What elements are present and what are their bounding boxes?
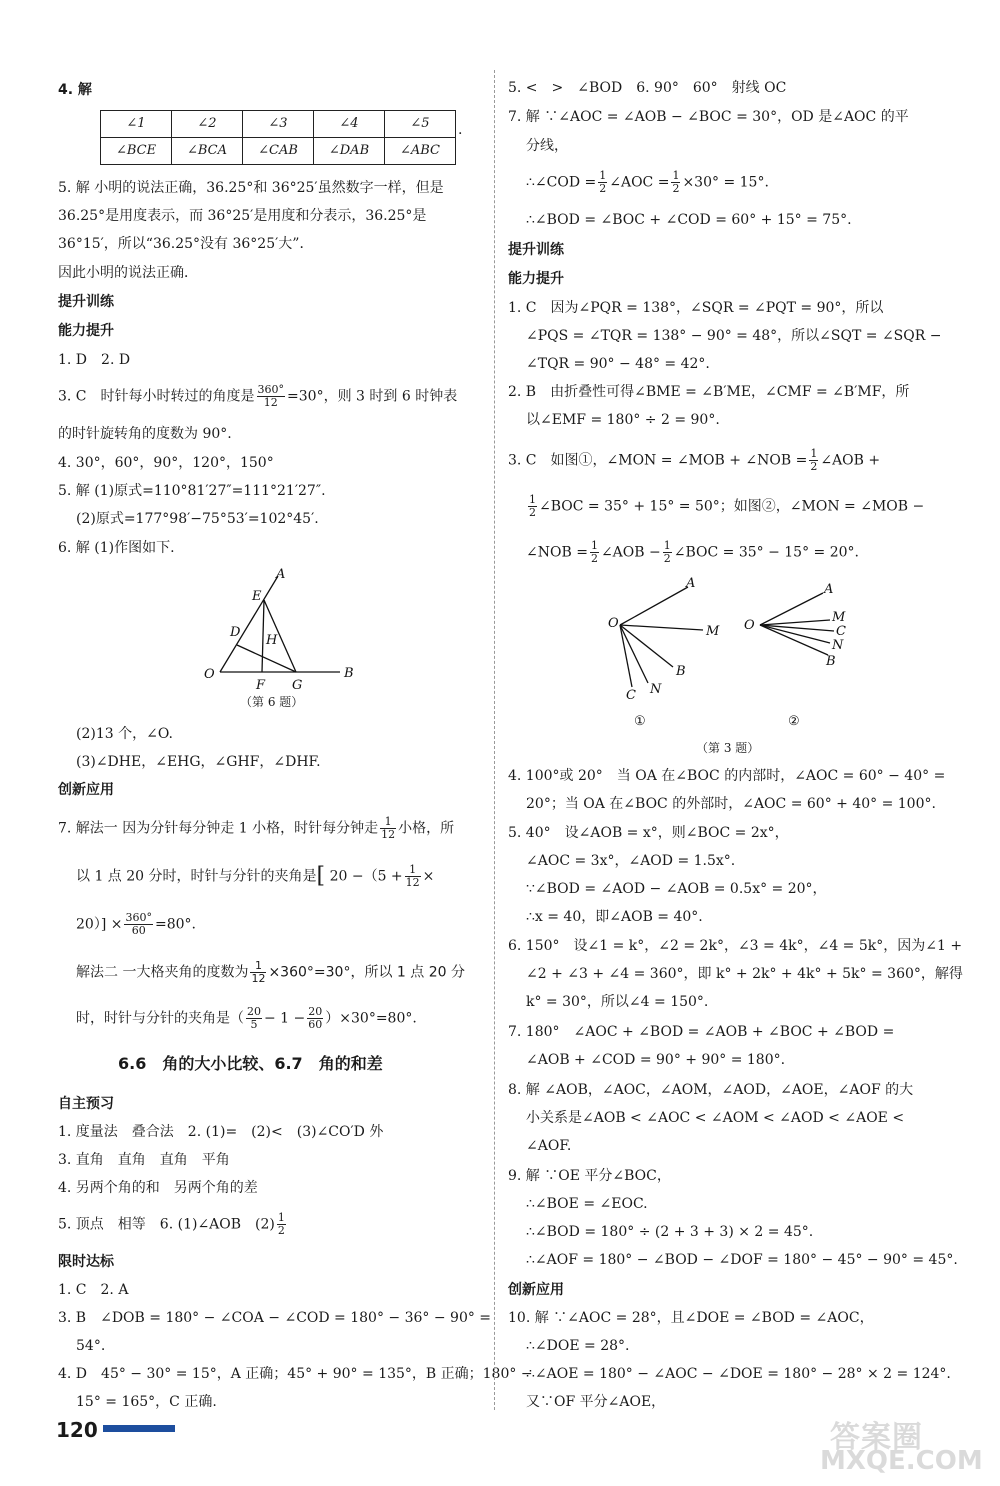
- answer-line: (3)∠DHE，∠EHG，∠GHF，∠DHF.: [76, 754, 321, 770]
- denominator: 2: [663, 552, 671, 565]
- figure-caption: （第 3 题）: [696, 741, 760, 755]
- watermark-logo: 答案圈: [830, 1420, 923, 1455]
- q5-line: 5. 解 小明的说法正确，36.25°和 36°25′虽然数字一样，但是: [58, 180, 444, 196]
- table-cell: ∠3: [243, 111, 314, 138]
- text: 7. 解法一 因为分针每分钟走 1 小格，时针每分钟走: [58, 820, 379, 837]
- numerator: 1: [663, 539, 671, 552]
- text: 解法二 一大格夹角的度数为: [76, 964, 249, 981]
- answer-line: 5. 解 (1)原式=110°81′27″=111°21′27″.: [58, 483, 326, 499]
- answer-line: ∴∠BOE = ∠EOC.: [526, 1196, 648, 1212]
- answer-line: [508, 448, 880, 473]
- denominator: 12: [405, 876, 420, 889]
- fraction: [250, 960, 266, 985]
- point-label: A: [276, 567, 286, 582]
- denominator: 2: [529, 506, 536, 519]
- text: =80°.: [154, 916, 196, 933]
- denominator: 2: [277, 1224, 285, 1237]
- answer-line: ∴x = 40，即∠AOB = 40°.: [526, 909, 703, 925]
- fraction: [124, 912, 153, 937]
- text: ×30° = 15°.: [682, 174, 769, 191]
- fraction: [257, 384, 286, 409]
- answer-line: 15° = 165°，C 正确.: [76, 1394, 217, 1410]
- answer-line: 54°.: [76, 1338, 106, 1354]
- text: ∠AOB +: [820, 452, 881, 469]
- answer-line: [58, 912, 196, 937]
- answer-line: ∴∠AOF = 180° − ∠BOD − ∠DOF = 180° − 45° − 90° = 45°.: [526, 1252, 958, 1268]
- answer-line: (2)13 个，∠O.: [76, 726, 173, 742]
- table-cell: ∠BCA: [172, 138, 243, 165]
- text: ∠AOC =: [609, 174, 670, 191]
- fraction: [246, 1006, 262, 1031]
- point-label: H: [266, 633, 278, 648]
- point-label: O: [744, 618, 755, 633]
- point-label: O: [204, 667, 215, 682]
- denominator: 12: [263, 396, 278, 409]
- answer-line: ∠AOF.: [526, 1138, 572, 1154]
- fraction: [598, 170, 607, 195]
- denominator: 2: [599, 182, 607, 195]
- q5-line: 36°15′，所以“36.25°没有 36°25′大”．: [58, 236, 314, 252]
- table-cell: ∠ABC: [385, 138, 456, 165]
- text: ×: [422, 868, 435, 885]
- point-label: B: [826, 654, 836, 669]
- answer-line: 6. 解 (1)作图如下.: [58, 540, 175, 556]
- text: ∠NOB =: [526, 544, 588, 561]
- text: 3. C 时针每小时转过的角度是: [58, 388, 255, 405]
- answer-line: ∴∠AOE = 180° − ∠AOC − ∠DOE = 180° − 28° × 2 = 124°.: [526, 1366, 951, 1382]
- heading-chuangxin: 创新应用: [508, 1282, 564, 1298]
- numerator: 20: [247, 1005, 261, 1018]
- page-number-bar: [103, 1425, 175, 1432]
- watermark-url: MXQE.COM: [820, 1446, 983, 1476]
- answer-line: ∠AOC = 3x°，∠AOD = 1.5x°.: [526, 853, 736, 869]
- fraction: [528, 494, 537, 519]
- fraction: [809, 448, 818, 473]
- text: 5. 顶点 相等 6. (1)∠AOB (2): [58, 1216, 275, 1233]
- point-label: B: [676, 664, 686, 679]
- fraction: [307, 1006, 323, 1031]
- answer-line: 分线，: [526, 138, 568, 154]
- page-number: 120: [56, 1418, 98, 1442]
- heading-chuangxin: 创新应用: [58, 782, 114, 798]
- answer-line: 3. B ∠DOB = 180° − ∠COA − ∠COD = 180° − 36° − 90° =: [58, 1310, 492, 1326]
- fraction: [277, 1212, 286, 1237]
- answer-line: [58, 960, 465, 985]
- numerator: 1: [810, 447, 818, 460]
- heading-zizhu: 自主预习: [58, 1096, 114, 1112]
- heading-tisheng: 提升训练: [508, 242, 564, 258]
- table-cell: ∠5: [385, 111, 456, 138]
- answer-line: ∠TQR = 90° − 48° = 42°.: [526, 356, 710, 372]
- answer-line: 小关系是∠AOB < ∠AOC < ∠AOM < ∠AOD < ∠AOE <: [526, 1110, 905, 1126]
- point-label: O: [608, 616, 619, 631]
- answer-line: 1. D 2. D: [58, 352, 131, 368]
- numerator: 1: [599, 169, 607, 182]
- bracket: [: [316, 863, 326, 889]
- answer-line: ∴∠BOD = 180° ÷ (2 + 3 + 3) × 2 = 45°.: [526, 1224, 814, 1240]
- answer-line: 的时针旋转角的度数为 90°.: [58, 426, 232, 442]
- answer-line: 2. B 由折叠性可得∠BME = ∠B′ME，∠CMF = ∠B′MF，所: [508, 384, 910, 400]
- answer-line: 5. 40° 设∠AOB = x°，则∠BOC = 2x°，: [508, 825, 789, 841]
- denominator: 12: [251, 972, 266, 985]
- answer-line: ∠PQS = ∠TQR = 138° − 90° = 48°，所以∠SQT = ∠SQR −: [526, 328, 942, 344]
- q4-label: 4. 解: [58, 82, 92, 98]
- table-cell: ∠4: [314, 111, 385, 138]
- angle-table: [100, 110, 456, 165]
- answer-line: [58, 1212, 288, 1237]
- answer-line: ∠AOB + ∠COD = 90° + 90° = 180°.: [526, 1052, 786, 1068]
- figure-3-diagram-2: [744, 582, 846, 729]
- fraction: [405, 864, 421, 889]
- answer-line: 以∠EMF = 180° ÷ 2 = 90°.: [526, 412, 720, 428]
- q5-line: 36.25°是用度表示，而 36°25′是用度和分表示，36.25°是: [58, 208, 427, 224]
- point-label: M: [832, 610, 846, 625]
- text: ∠BOC = 35° + 15° = 50°；如图②，∠MON = ∠MOB −: [539, 498, 925, 515]
- denominator: 60: [131, 924, 146, 937]
- point-label: C: [626, 688, 636, 703]
- text: ∴∠COD =: [526, 174, 597, 191]
- heading-tisheng: 提升训练: [58, 294, 114, 310]
- point-label: A: [824, 582, 834, 597]
- answer-line: (2)原式=177°98′−75°53′=102°45′.: [76, 511, 319, 527]
- fraction: [380, 816, 396, 841]
- answer-line: 8. 解 ∠AOB，∠AOC，∠AOM，∠AOD，∠AOE，∠AOF 的大: [508, 1082, 914, 1098]
- text: ×360°=30°，所以 1 点 20 分: [268, 964, 465, 981]
- answer-line: 9. 解 ∵OE 平分∠BOC，: [508, 1168, 671, 1184]
- answer-line: ∴∠DOE = 28°.: [526, 1338, 630, 1354]
- table-cell: ∠2: [172, 111, 243, 138]
- text: =30°，则 3 时到 6 时钟表: [287, 388, 458, 405]
- answer-line: 又∵OF 平分∠AOE，: [526, 1394, 666, 1410]
- table-cell: ∠BCE: [101, 138, 172, 165]
- angle-table-wrap: [100, 110, 456, 165]
- text: 时，时针与分针的夹角是（: [76, 1010, 244, 1027]
- text: 20 −（5 +: [329, 868, 403, 885]
- table-cell: ∠1: [101, 111, 172, 138]
- table-cell: ∠CAB: [243, 138, 314, 165]
- denominator: 5: [250, 1018, 258, 1031]
- text: − 1 −: [264, 1010, 306, 1027]
- answer-line: 6. 150° 设∠1 = k°，∠2 = 2k°，∠3 = 4k°，∠4 = 5k°，因为∠1 +: [508, 938, 963, 954]
- answer-line: 1. 度量法 叠合法 2. (1)= (2)< (3)∠CO′D 外: [58, 1124, 384, 1140]
- denominator: 2: [672, 182, 680, 195]
- fraction: [590, 540, 599, 565]
- numerator: 1: [405, 864, 421, 877]
- answer-line: 3. 直角 直角 直角 平角: [58, 1152, 230, 1168]
- figure-6: [198, 564, 358, 694]
- point-label: F: [256, 678, 266, 693]
- table-tail: .: [458, 122, 463, 138]
- text: ）×30°=80°.: [325, 1010, 417, 1027]
- point-label: D: [230, 625, 241, 640]
- denominator: 2: [590, 552, 598, 565]
- answer-line: 4. 30°，60°，90°，120°，150°: [58, 455, 274, 471]
- denominator: 60: [308, 1018, 323, 1031]
- point-label: E: [252, 589, 262, 604]
- point-label: G: [292, 678, 303, 693]
- text: 小格，所: [398, 820, 455, 837]
- section-title: 6.6 角的大小比较、6.7 角的和差: [118, 1054, 383, 1073]
- answer-line: ∠2 + ∠3 + ∠4 = 360°，即 k° + 2k° + 4k° + 5k° = 360°，解得: [526, 966, 963, 982]
- q5-line: 因此小明的说法正确．: [58, 265, 198, 281]
- answer-line: 4. D 45° − 30° = 15°，A 正确；45° + 90° = 135°，B 正确；180° −: [58, 1366, 533, 1382]
- answer-line: 4. 另两个角的和 另两个角的差: [58, 1180, 258, 1196]
- answer-line: [508, 494, 924, 519]
- text: 20）] ×: [76, 916, 123, 933]
- fraction: [671, 170, 680, 195]
- answer-line: ∴∠BOD = ∠BOC + ∠COD = 60° + 15° = 75°.: [526, 212, 852, 228]
- answer-line: 7. 解 ∵∠AOC = ∠AOB − ∠BOC = 30°，OD 是∠AOC 的平: [508, 109, 909, 125]
- answer-line: 10. 解 ∵∠AOC = 28°，且∠DOE = ∠BOD = ∠AOC，: [508, 1310, 874, 1326]
- answer-line: ∵∠BOD = ∠AOD − ∠AOB = 0.5x° = 20°，: [526, 881, 827, 897]
- numerator: 1: [590, 539, 598, 552]
- answer-line: [508, 170, 769, 195]
- answer-line: k° = 30°，所以∠4 = 150°.: [526, 994, 709, 1010]
- point-label: C: [836, 624, 846, 639]
- heading-xianshi: 限时达标: [58, 1254, 114, 1270]
- figure-3: [598, 575, 858, 740]
- fraction: [663, 540, 672, 565]
- answer-line: 20°；当 OA 在∠BOC 的外部时，∠AOC = 60° + 40° = 100°.: [526, 796, 936, 812]
- heading-nengli: 能力提升: [58, 323, 114, 339]
- numerator: 20: [308, 1005, 323, 1018]
- answer-line: [58, 1006, 417, 1031]
- figure-sub-label: ①: [634, 714, 646, 729]
- numerator: 360°: [257, 383, 285, 396]
- figure-sub-label: ②: [788, 714, 800, 729]
- point-label: A: [686, 576, 696, 591]
- text: 以 1 点 20 分时，时针与分针的夹角是: [76, 868, 317, 885]
- answer-line: 4. 100°或 20° 当 OA 在∠BOC 的内部时，∠AOC = 60° − 40° =: [508, 768, 946, 784]
- text: ∠AOB −: [600, 544, 661, 561]
- point-label: M: [706, 624, 720, 639]
- figure-caption: （第 6 题）: [240, 695, 304, 709]
- answer-line: 1. C 2. A: [58, 1282, 129, 1298]
- numerator: 1: [529, 493, 536, 506]
- answer-line: 7. 180° ∠AOC + ∠BOD = ∠AOB + ∠BOC + ∠BOD =: [508, 1024, 895, 1040]
- numerator: 1: [250, 960, 266, 973]
- heading-nengli: 能力提升: [508, 271, 564, 287]
- numerator: 1: [380, 816, 396, 829]
- answer-line: [508, 540, 859, 565]
- table-cell: ∠DAB: [314, 138, 385, 165]
- answer-line: [58, 864, 434, 889]
- figure-3-diagram-1: [608, 576, 720, 729]
- answer-line: [58, 816, 454, 841]
- point-label: B: [344, 666, 354, 681]
- column-divider: [494, 70, 495, 1410]
- answer-line: 1. C 因为∠PQR = 138°，∠SQR = ∠PQT = 90°，所以: [508, 300, 884, 316]
- text: ∠BOC = 35° − 15° = 20°.: [673, 544, 859, 561]
- answer-line: 5. < > ∠BOD 6. 90° 60° 射线 OC: [508, 80, 787, 96]
- point-label: N: [650, 682, 662, 697]
- answer-line: [58, 384, 457, 409]
- numerator: 1: [672, 169, 680, 182]
- denominator: 2: [810, 460, 818, 473]
- denominator: 12: [381, 828, 396, 841]
- text: 3. C 如图①，∠MON = ∠MOB + ∠NOB =: [508, 452, 808, 469]
- point-label: N: [832, 638, 844, 653]
- numerator: 1: [277, 1211, 285, 1224]
- numerator: 360°: [125, 911, 152, 924]
